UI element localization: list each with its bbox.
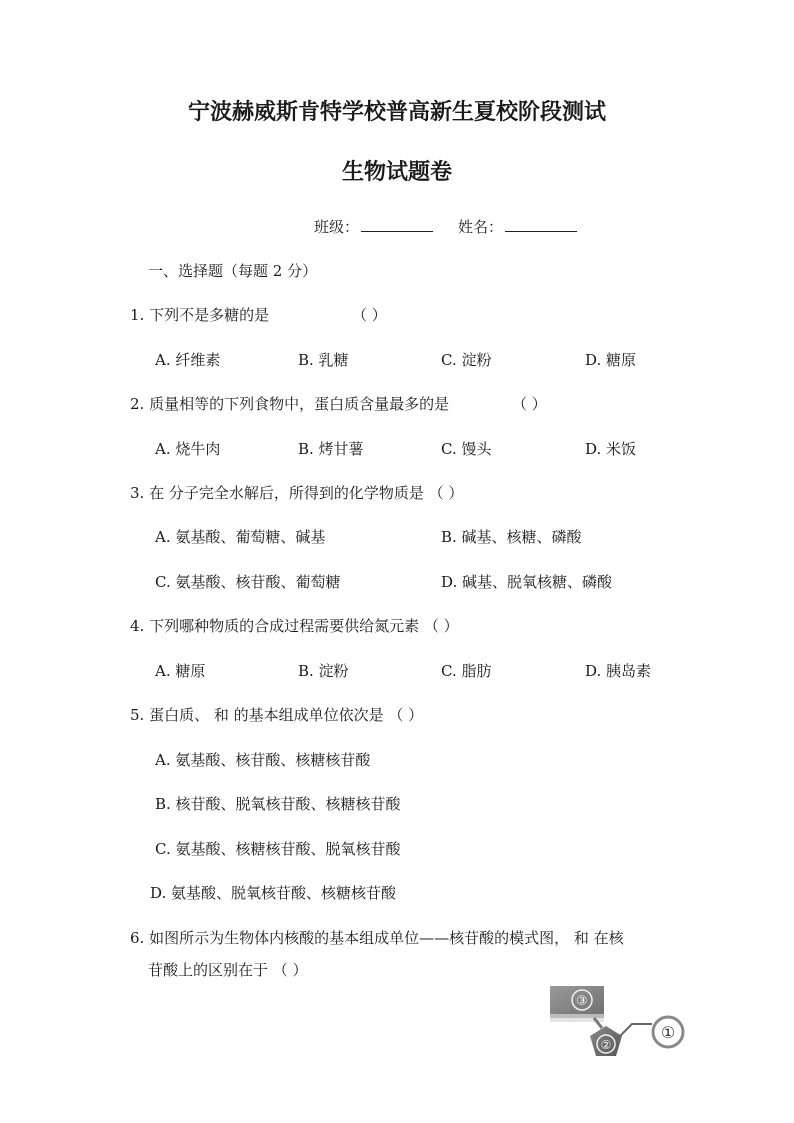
q1-stem: 1. 下列不是多糖的是 (130, 306, 270, 324)
label-3-icon: ③ (576, 994, 588, 1009)
q3-option-c: C. 氨基酸、核苷酸、葡萄糖 (155, 573, 341, 591)
q6-stem-line2: 苷酸上的区别在于 （ ） (148, 961, 308, 979)
q4-option-b: B. 淀粉 (298, 662, 349, 680)
q2-option-a: A. 烧牛肉 (155, 440, 221, 458)
q4-option-a: A. 糖原 (155, 662, 206, 680)
class-label: 班级： (314, 218, 360, 236)
q2-stem: 2. 质量相等的下列食物中，蛋白质含量最多的是 (130, 395, 450, 413)
q1-option-a: A. 纤维素 (155, 351, 221, 369)
q5-option-d: D. 氨基酸、脱氧核苷酸、核糖核苷酸 (150, 884, 397, 902)
exam-subtitle: 生物试题卷 (341, 159, 452, 185)
nucleotide-diagram (548, 982, 690, 1062)
exam-title: 宁波赫威斯肯特学校普高新生夏校阶段测试 (187, 99, 606, 125)
q2-option-c: C. 馒头 (441, 440, 492, 458)
q5-option-a: A. 氨基酸、核苷酸、核糖核苷酸 (155, 751, 371, 769)
q4-option-c: C. 脂肪 (441, 662, 492, 680)
name-field (458, 217, 577, 237)
name-label: 姓名： (458, 218, 504, 236)
q2-paren: （ ） (512, 395, 547, 413)
q1-paren: （ ） (352, 306, 387, 324)
q2-option-b: B. 烤甘薯 (298, 440, 364, 458)
q5-option-c: C. 氨基酸、核糖核苷酸、脱氧核苷酸 (155, 840, 401, 858)
label-1-icon: ① (660, 1023, 676, 1042)
q3-stem: 3. 在 分子完全水解后，所得到的化学物质是 （ ） (130, 484, 464, 502)
label-2-icon: ② (600, 1038, 612, 1052)
q3-option-d: D. 碱基、脱氧核糖、磷酸 (441, 573, 613, 591)
name-blank (505, 217, 577, 232)
section-heading: 一、选择题（每题 2 分） (148, 262, 318, 280)
q5-stem: 5. 蛋白质、 和 的基本组成单位依次是 （ ） (130, 706, 424, 724)
q2-option-d: D. 米饭 (585, 440, 637, 458)
q1-option-c: C. 淀粉 (441, 351, 492, 369)
q3-option-a: A. 氨基酸、葡萄糖、碱基 (155, 528, 326, 546)
class-blank (361, 217, 433, 232)
q1-option-d: D. 糖原 (585, 351, 637, 369)
q6-stem-line1: 6. 如图所示为生物体内核酸的基本组成单位——核苷酸的模式图， 和 在核 (130, 929, 624, 947)
q4-option-d: D. 胰岛素 (585, 662, 652, 680)
q3-option-b: B. 碱基、核糖、磷酸 (441, 528, 582, 546)
class-field (314, 217, 433, 237)
q5-option-b: B. 核苷酸、脱氧核苷酸、核糖核苷酸 (155, 795, 401, 813)
q1-option-b: B. 乳糖 (298, 351, 349, 369)
q4-stem: 4. 下列哪种物质的合成过程需要供给氮元素 （ ） (130, 617, 459, 635)
